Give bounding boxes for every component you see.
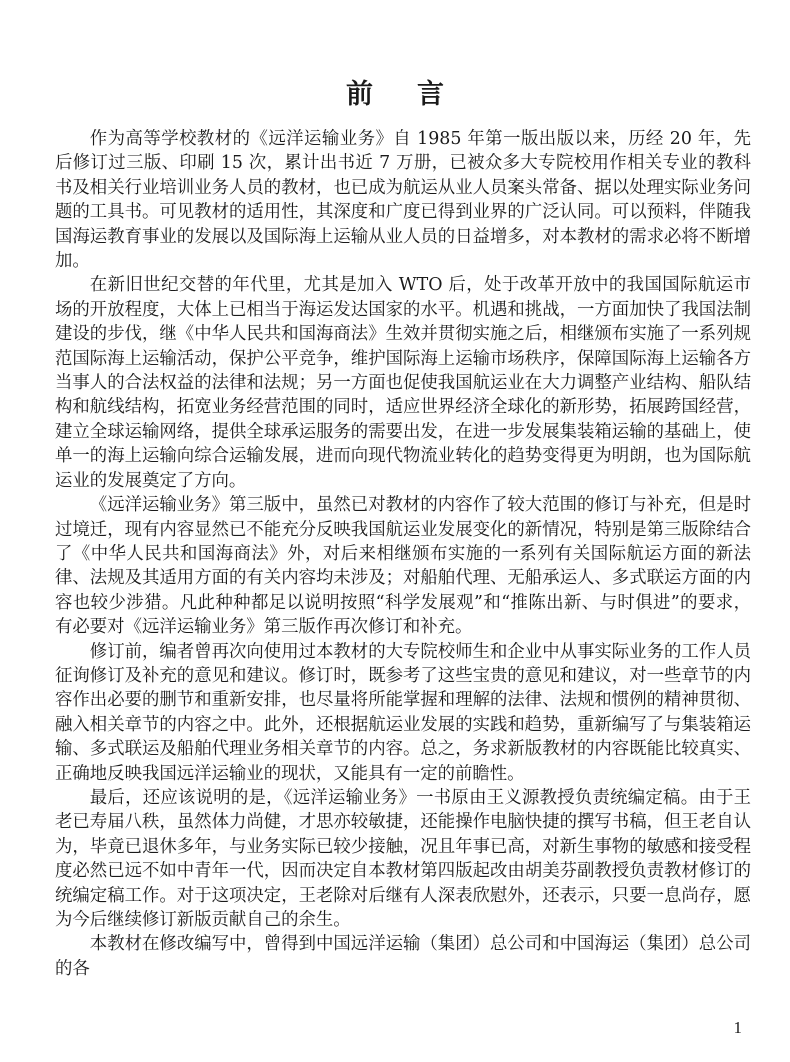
paragraph: 修订前，编者曾再次向使用过本教材的大专院校师生和企业中从事实际业务的工作人员征询修订及补充的意见和建议。修订时，既参考了这些宝贵的意见和建议，对一些章节的内容作出必要的删节和重新安排，也尽量将所能掌握和理解的法律、法规和惯例的精神贯彻、融入相关章节的内容之中。此外，还根据航运业发展的实践和趋势，重新编写了与集装箱运输、多式联运及船舶代理业务相关章节的内容。总之，务求新版教材的内容既能比较真实、正确地反映我国远洋运输业的现状，又能具有一定的前瞻性。 <box>55 641 751 784</box>
paragraph: 本教材在修改编写中，曾得到中国远洋运输（集团）总公司和中国海运（集团）总公司的各 <box>55 934 751 979</box>
preface-body <box>55 127 751 981</box>
paragraph: 最后，还应该说明的是，《远洋运输业务》一书原由王义源教授负责统编定稿。由于王老已寿届八秩，虽然体力尚健，才思亦较敏捷，还能操作电脑快捷的撰写书稿，但王老自认为，毕竟已退休多年，与业务实际已较少接触，况且年事已高，对新生事物的敏感和接受程度必然已远不如中青年一代，因而决定自本教材第四版起改由胡美芬副教授负责教材修订的统编定稿工作。对于这项决定，王老除对后继有人深表欣慰外，还表示，只要一息尚存，愿为今后继续修订新版贡献自己的余生。 <box>55 787 751 930</box>
paragraph: 《远洋运输业务》第三版中，虽然已对教材的内容作了较大范围的修订与补充，但是时过境迁，现有内容显然已不能充分反映我国航运业发展变化的新情况，特别是第三版除结合了《中华人民共和国海商法》外，对后来相继颁布实施的一系列有关国际航运方面的新法律、法规及其适用方面的有关内容均未涉及；对船舶代理、无船承运人、多式联运方面的内容也较少涉猎。凡此种种都足以说明按照“科学发展观”和“推陈出新、与时俱进”的要求，有必要对《远洋运输业务》第三版作再次修订和补充。 <box>55 495 751 638</box>
title-char-left: 前 <box>346 79 373 110</box>
paragraph: 作为高等学校教材的《远洋运输业务》自 1985 年第一版出版以来，历经 20 年，先后修订过三版、印刷 15 次，累计出书近 7 万册，已被众多大专院校用作相关专业的教科书及相关行业培训业务人员的教材，也已成为航运从业人员案头常备、据以处理实际业务问题的工具书。可见教材的适用性，其深度和广度已得到业界的广泛认同。可以预料，伴随我国海运教育事业的发展以及国际海上运输从业人员的日益增多，对本教材的需求必将不断增加。 <box>55 129 751 272</box>
page-number: 1 <box>733 1018 742 1037</box>
page-title <box>0 72 790 111</box>
title-char-right: 言 <box>417 79 444 110</box>
paragraph: 在新旧世纪交替的年代里，尤其是加入 WTO 后，处于改革开放中的我国国际航运市场的开放程度，大体上已相当于海运发达国家的水平。机遇和挑战，一方面加快了我国法制建设的步伐，继《中华人民共和国海商法》生效并贯彻实施之后，相继颁布实施了一系列规范国际海上运输活动，保护公平竞争，维护国际海上运输市场秩序，保障国际海上运输各方当事人的合法权益的法律和法规；另一方面也促使我国航运业在大力调整产业结构、船队结构和航线结构，拓宽业务经营范围的同时，适应世界经济全球化的新形势，拓展跨国经营，建立全球运输网络，提供全球承运服务的需要出发，在进一步发展集装箱运输的基础上，使单一的海上运输向综合运输发展，进而向现代物流业转化的趋势变得更为明朗，也为国际航运业的发展奠定了方向。 <box>55 275 751 491</box>
